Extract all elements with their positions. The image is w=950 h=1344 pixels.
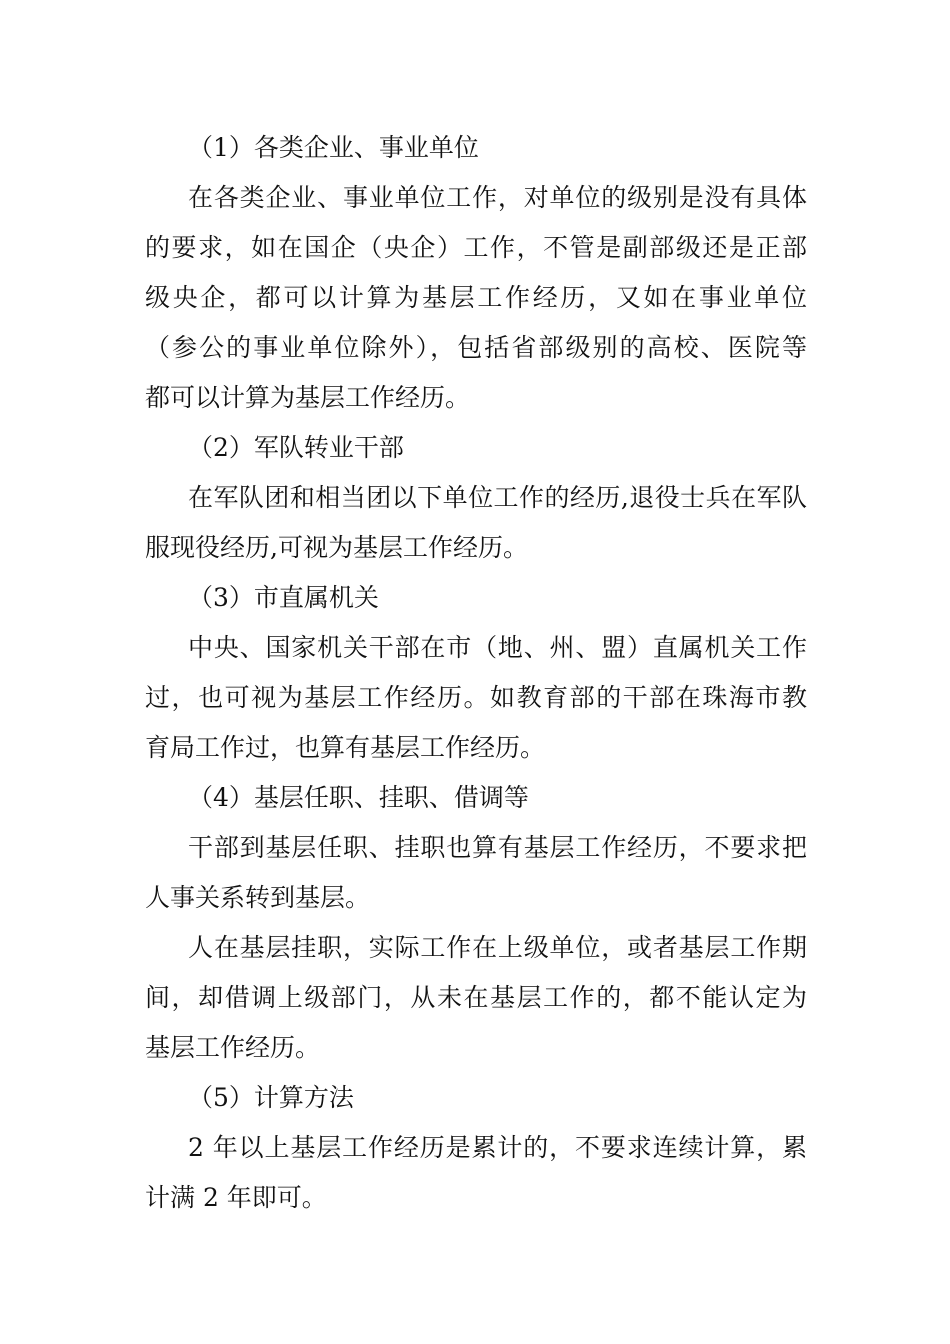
- paragraph-line: 的要求，如在国企（央企）工作，不管是副部级还是正部: [145, 233, 807, 262]
- paragraph-line: （参公的事业单位除外），包括省部级别的高校、医院等: [145, 333, 807, 362]
- paragraph-line: 过，也可视为基层工作经历。如教育部的干部在珠海市教: [145, 683, 807, 712]
- paragraph-line: 2 年以上基层工作经历是累计的，不要求连续计算，累: [188, 1133, 807, 1162]
- paragraph-line: 都可以计算为基层工作经历。: [145, 383, 471, 412]
- section-heading: （5）计算方法: [188, 1083, 354, 1112]
- section-heading: （3）市直属机关: [188, 583, 379, 612]
- paragraph-line: 间，却借调上级部门，从未在基层工作的，都不能认定为: [145, 983, 807, 1012]
- paragraph-line: 在各类企业、事业单位工作，对单位的级别是没有具体: [188, 183, 807, 212]
- paragraph-line: 人在基层挂职，实际工作在上级单位，或者基层工作期: [188, 933, 807, 962]
- section-heading: （1）各类企业、事业单位: [188, 133, 479, 162]
- paragraph-line: 服现役经历,可视为基层工作经历。: [145, 533, 528, 562]
- section-heading: （2）军队转业干部: [188, 433, 404, 462]
- paragraph-line: 在军队团和相当团以下单位工作的经历,退役士兵在军队: [188, 483, 807, 512]
- section-heading: （4）基层任职、挂职、借调等: [188, 783, 529, 812]
- paragraph-line: 育局工作过，也算有基层工作经历。: [145, 733, 546, 762]
- paragraph-line: 干部到基层任职、挂职也算有基层工作经历，不要求把: [188, 833, 807, 862]
- paragraph-line: 人事关系转到基层。: [145, 883, 371, 912]
- paragraph-line: 基层工作经历。: [145, 1033, 321, 1062]
- paragraph-line: 级央企，都可以计算为基层工作经历，又如在事业单位: [145, 283, 807, 312]
- paragraph-line: 计满 2 年即可。: [145, 1183, 327, 1212]
- paragraph-line: 中央、国家机关干部在市（地、州、盟）直属机关工作: [188, 633, 807, 662]
